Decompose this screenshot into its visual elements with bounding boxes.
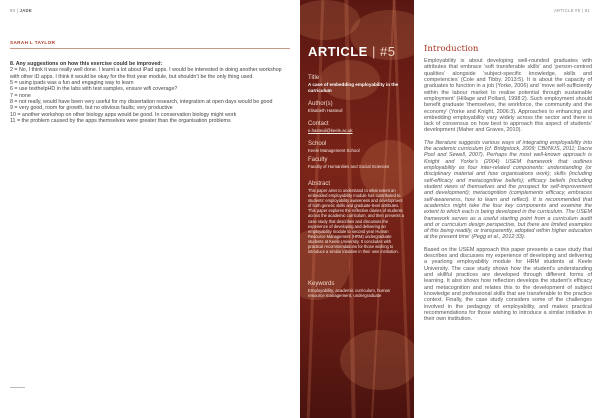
article-sidebar — [300, 0, 414, 418]
running-head-right: ARTICLE #5 | 81 — [553, 8, 590, 13]
meta-abstract-value: This paper aims to understand to what extent an embedded employability module has contributed to students’ employability awareness and development of both generic skills and graduate-level attributes. This paper explores the reflective diaries of students across the academic curriculum, and then presents a case study that describes and discusses the experience of developing and delivering an employability module to second year Human Resource Management (HRM) undergraduate students at Keele University. It concludes with practical recommendations for those wishing to introduce a similar initiative in their own institution. — [308, 188, 405, 255]
meta-abstract — [308, 181, 406, 254]
journal-name: JADE — [19, 8, 32, 13]
meta-contact — [308, 121, 406, 133]
response-item: 8 = not really, would have been very useful for my dissertation research, integration at open days would be good — [10, 99, 273, 106]
survey-question: 8. Any suggestions on how this exercise could be improved: — [10, 61, 163, 67]
meta-school-value: Keele Management School — [308, 148, 360, 153]
meta-faculty-heading: Faculty — [308, 157, 328, 163]
meta-school — [308, 141, 406, 153]
meta-title-heading: Title — [308, 75, 320, 81]
survey-responses — [10, 61, 286, 124]
running-head-left: 80 | JADE — [10, 8, 32, 13]
meta-faculty — [308, 157, 406, 169]
header-divider — [10, 48, 290, 49]
meta-keywords-heading: Keywords — [308, 281, 335, 287]
article-label — [308, 44, 395, 59]
meta-keywords — [308, 281, 406, 299]
meta-authors — [308, 101, 406, 113]
response-item: 2 = No, I think it was really well done. I learnt a lot about iPad apps. I would be interested in doing another workshop with other iD apps. I think it would be okay for the first year module, but shouldn’t be the only thing used. — [10, 67, 282, 80]
foliage-decoration — [340, 330, 414, 390]
running-head-label: ARTICLE #5 — [553, 8, 581, 13]
body-paragraph: The literature suggests various ways of integrating employability into the academic curriculum (cf. Bridgstock, 2009; CBI/NUS, 2011; Dacre Pool and Sewell, 2007). Perhaps the most well-known approach is Knight and Yorke’s (2004) USEM framework that outlines employability as four inter-related components: understanding (or disciplinary material and how organisations work); skills (including self-efficacy and metacognitive beliefs); efficacy beliefs (including student views of themselves and the prospect for self-improvement and development); metacognition (complements efficacy, embraces self-awareness, how to learn and reflect). It is recommended that academics might take the four key components and examine the extent to which each is being developed in the curriculum. The USEM framework serves as a useful starting point from a curriculum audit and or curriculum design perspective, but there are limited examples of this being readily, or transparently, adopted within higher education at the present time’ (Pegg et al., 2012:33). — [424, 139, 592, 241]
footer-rule — [10, 387, 25, 388]
page-number-left: 80 — [10, 8, 16, 13]
response-item: 7 = none — [10, 92, 31, 99]
right-page — [300, 0, 600, 418]
response-item: 5 = using ipads was a fun and engaging way to learn — [10, 80, 134, 87]
meta-title — [308, 75, 406, 93]
article-number: #5 — [379, 44, 396, 59]
response-item: 6 = use texthelpHD in the labs with test samples, ensure wifi coverage? — [10, 86, 178, 93]
article-word: ARTICLE — [308, 44, 368, 59]
meta-authors-heading: Author(s) — [308, 101, 333, 107]
body-paragraph: Employability is about developing well-rounded graduates with attributes that embrace ‘soft transferable skills’ and ‘person-centred qualities’ alongside ‘subject-specific knowledge, skills and competencies’ (Cole and Tibby, 2013:5). It is about the capacity of graduates to function in a job (Yorke, 2006) and ‘move self-sufficiently within the labour market to realise potential through sustainable employment’ (Hillage and Pollard, 1998:2). Such employment should benefit graduate ‘themselves, the workforce, the community and the economy’ (Yorke and Knight, 2006:3). Approaches to enhancing and embedding employability vary widely across the sector and there is lack of consensus on how best to approach this aspect of students’ development (Maher and Graves, 2010). — [424, 58, 592, 134]
response-item: 10 = another workshop on other biology apps would be good. In conservation biology might work — [10, 111, 237, 118]
introduction-body — [424, 58, 592, 329]
body-paragraph: Based on the USEM approach this paper presents a case study that describes and discusses my experience of developing and delivering a yearlong employability module for HRM students at Keele University. The case study shows how the student’s understanding and skillful practices are developed through different forms of learning. It also shows how reflection develops the student’s efficacy and metacognition and relates this to the development of subject knowledge and professional skills that are transferable to the practice context. Finally, the case study considers some of the challenges involved in the pedagogy of employability, and makes practical recommendations for those wishing to introduce a similar initiative in their own institution. — [424, 246, 592, 323]
meta-contact-heading: Contact — [308, 121, 329, 127]
author-name: SARAH L TAYLOR — [10, 40, 56, 45]
meta-faculty-value: Faculty of Humanities and Social Sciences — [308, 164, 390, 169]
meta-title-value: A case of embedding employability in the curriculum — [308, 82, 399, 93]
introduction-heading: Introduction — [424, 44, 479, 54]
meta-school-heading: School — [308, 141, 327, 147]
page-number-right: 81 — [584, 8, 590, 13]
meta-authors-value: Elisabeth Hasteuil — [308, 108, 343, 113]
meta-abstract-heading: Abstract — [308, 181, 331, 187]
article-separator: | — [371, 44, 376, 59]
meta-keywords-value: Employability, academic curriculum, human resource management, undergraduate — [308, 288, 391, 299]
meta-contact-email[interactable]: e.hasteuil@keele.ac.uk — [308, 128, 353, 133]
response-item: 11 = the problem caused by the apps themselves were greater than the organisation problems — [10, 118, 231, 125]
response-item: 9 = very good, room for growth, but no obvious faults; very productive — [10, 105, 173, 112]
